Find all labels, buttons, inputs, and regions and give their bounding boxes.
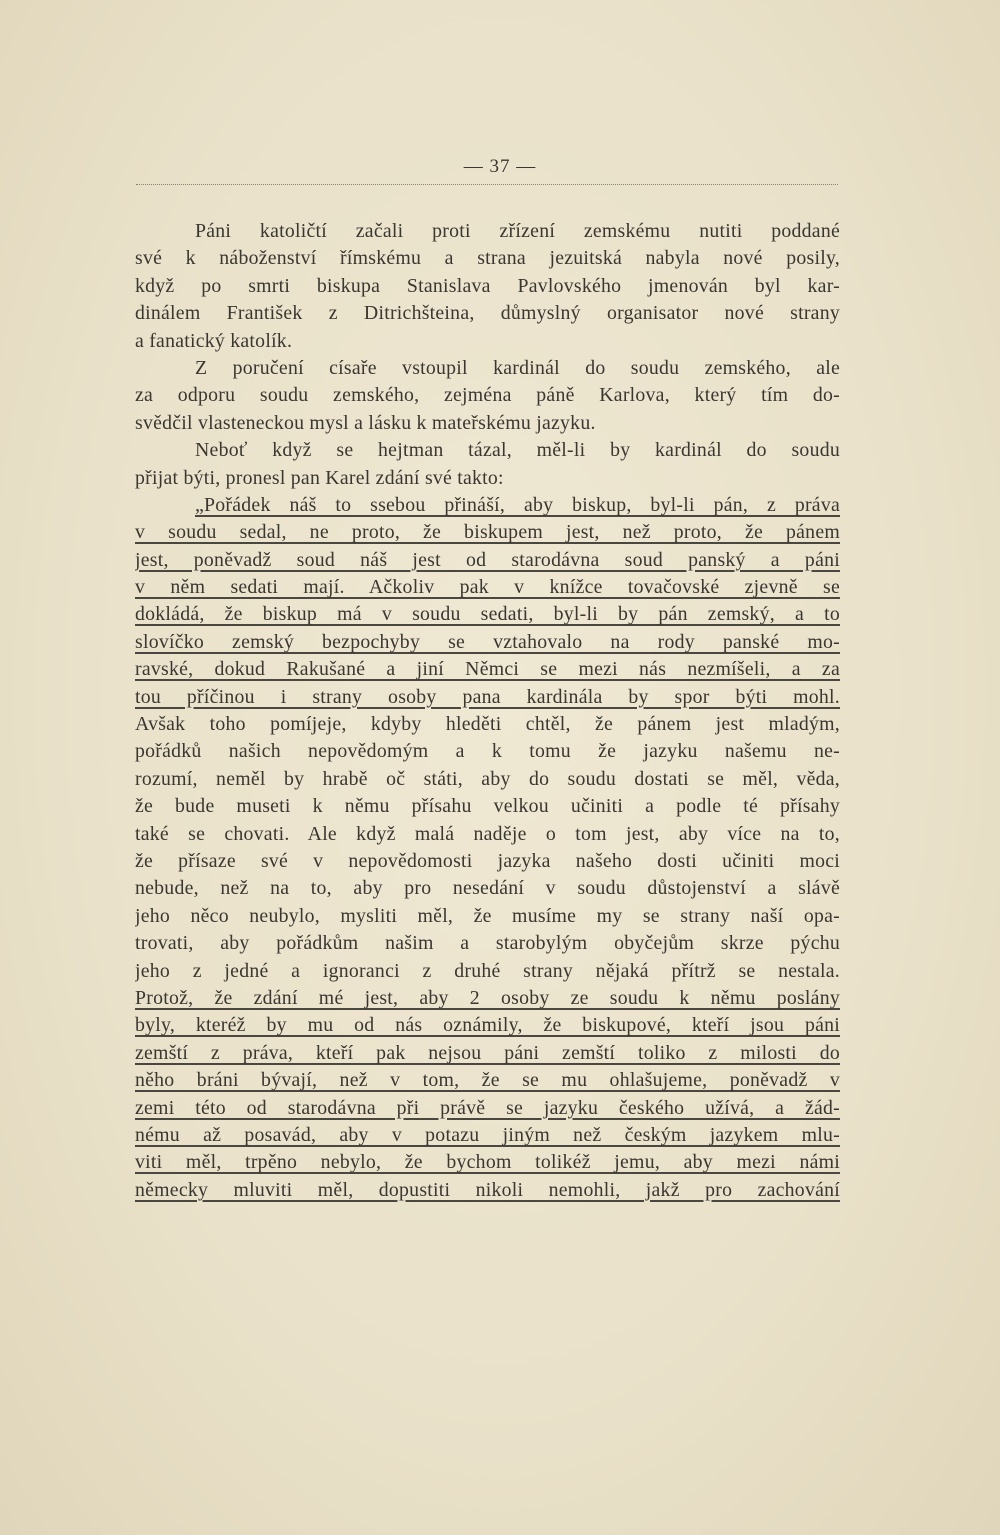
- text-line: své k náboženství římskému a strana jezuitská nabyla nové posily,: [135, 247, 840, 270]
- text-line: zemi této od starodávna při právě se jazyku českého užívá, a žád-: [135, 1096, 840, 1119]
- text-line: dinálem František z Ditrichšteina, důmyslný organisator nové strany: [135, 302, 840, 325]
- page-body-text: [135, 218, 840, 1204]
- text-line: trovati, aby pořádkům našim a starobylým obyčejům skrze pýchu: [135, 932, 840, 955]
- text-line: jeho z jedné a ignoranci z druhé strany nějaká přítrž se nestala.: [135, 959, 840, 982]
- text-line: ravské, dokud Rakušané a jiní Němci se mezi nás nezmíšeli, a za: [135, 658, 840, 681]
- text-line: Avšak toho pomíjeje, kdyby hleděti chtěl, že pánem jest mladým,: [135, 713, 840, 736]
- text-line: německy mluviti měl, dopustiti nikoli nemohli, jakž pro zachování: [135, 1178, 840, 1201]
- text-line: pořádků našich nepovědomým a k tomu že jazyku našemu ne-: [135, 740, 840, 763]
- text-line: za odporu soudu zemského, zejména páně Karlova, který tím do-: [135, 384, 840, 407]
- text-line: tou příčinou i strany osoby pana kardinála by spor býti mohl.: [135, 685, 840, 708]
- header-rule: [136, 184, 838, 185]
- text-line: že přísaze své v nepovědomosti jazyka našeho dosti učiniti moci: [135, 849, 840, 872]
- text-line: Páni katoličtí začali proti zřízení zemskému nutiti poddané: [195, 220, 840, 242]
- text-line: svědčil vlasteneckou mysl a lásku k mateřskému jazyku.: [135, 411, 596, 434]
- text-line: v něm sedati mají. Ačkoliv pak v knížce tovačovské zjevně se: [135, 576, 840, 599]
- text-line: Protož, že zdání mé jest, aby 2 osoby ze soudu k němu poslány: [135, 986, 840, 1009]
- text-line: slovíčko zemský bezpochyby se vztahovalo na rody panské mo-: [135, 630, 840, 653]
- text-line: když po smrti biskupa Stanislava Pavlovského jmenován byl kar-: [135, 274, 840, 297]
- text-line: že bude museti k němu přísahu velkou učiniti a podle té přísahy: [135, 795, 840, 818]
- text-line: něho bráni bývají, než v tom, že se mu ohlašujeme, poněvadž v: [135, 1069, 840, 1092]
- text-line: viti měl, trpěno nebylo, že bychom tolikéž jemu, aby mezi námi: [135, 1151, 840, 1174]
- text-line: Z poručení císaře vstoupil kardinál do soudu zemského, ale: [195, 356, 840, 379]
- text-line: jeho něco neubylo, mysliti měl, že musíme my se strany naší opa-: [135, 904, 840, 927]
- text-line: nému až posavád, aby v potazu jiným než českým jazykem mlu-: [135, 1123, 840, 1146]
- text-line: byly, kteréž by mu od nás oznámily, že biskupové, kteří jsou páni: [135, 1014, 840, 1037]
- text-line: nebude, než na to, aby pro nesedání v soudu důstojenství a slávě: [135, 877, 840, 900]
- text-line: přijat býti, pronesl pan Karel zdání své takto:: [135, 466, 504, 489]
- text-line: Neboť když se hejtman tázal, měl-li by kardinál do soudu: [195, 439, 840, 462]
- text-line: zemští z práva, kteří pak nejsou páni zemští toliko z milosti do: [135, 1041, 840, 1064]
- text-line: a fanatický katolík.: [135, 329, 293, 352]
- text-line: rozumí, neměl by hrabě oč státi, aby do soudu dostati se měl, věda,: [135, 767, 840, 790]
- text-line: v soudu sedal, ne proto, že biskupem jest, než proto, že pánem: [135, 521, 840, 544]
- page-number: — 37 —: [463, 156, 537, 177]
- text-line: také se chovati. Ale když malá naděje o tom jest, aby více na to,: [135, 822, 840, 845]
- text-line: jest, poněvadž soud náš jest od starodávna soud panský a páni: [135, 548, 840, 571]
- text-line: dokládá, že biskup má v soudu sedati, byl-li by pán zemský, a to: [135, 603, 840, 626]
- text-line: „Pořádek náš to ssebou přináší, aby biskup, byl-li pán, z práva: [195, 493, 840, 516]
